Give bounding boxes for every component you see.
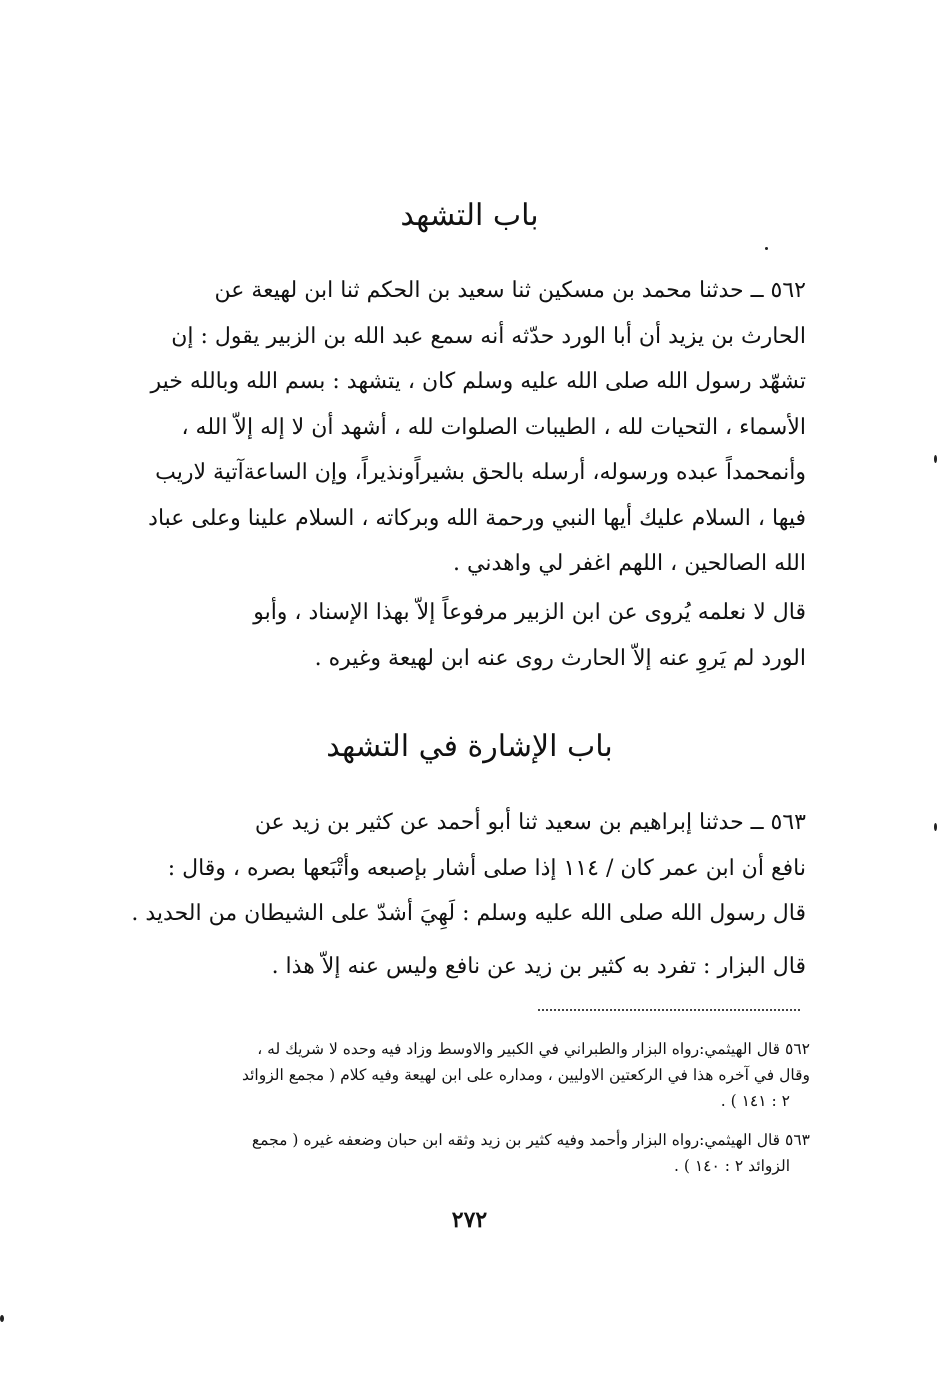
text-line: الحارث بن يزيد أن أبا الورد حدّثه أنه سمع عبد الله بن الزبير يقول : إن	[171, 323, 806, 349]
page-number: ٢٧٢	[451, 1207, 488, 1233]
hadith-562-text	[128, 268, 806, 587]
scan-speck	[0, 1315, 4, 1322]
section-heading-tashahhud: باب التشهد	[400, 198, 539, 233]
footnote-line: ٥٦٣ قال الهيثمي:رواه البزار وأحمد وفيه كثير بن زيد وثقه ابن حبان وضعفه غيره ( مجمع	[251, 1131, 810, 1149]
footnote-line: وقال في آخره هذا في الركعتين الاوليين ، ومداره على ابن لهيعة وفيه كلام ( مجمع الزوائد	[241, 1066, 810, 1084]
text-line: الأسماء ، التحيات لله ، الطيبات الصلوات لله ، أشهد أن لا إله إلاّ الله ،	[181, 414, 806, 440]
footnote-separator	[538, 1009, 800, 1011]
scan-speck	[934, 823, 937, 831]
footnote-563	[132, 1127, 810, 1179]
footnote-line: ٢ : ١٤١ ) .	[720, 1092, 790, 1110]
footnote-line: ٥٦٢ قال الهيثمي:رواه البزار والطبراني في الكبير والاوسط وزاد فيه وحده لا شريك له ،	[257, 1040, 810, 1058]
hadith-562-comment	[128, 590, 806, 681]
scan-speck	[765, 247, 768, 250]
text-line: تشهّد رسول الله صلى الله عليه وسلم كان ، يتشهد : بسم الله وبالله خير	[150, 369, 806, 394]
text-line: وأنمحمداً عبده ورسوله، أرسله بالحق بشيراًونذيراً، وإن الساعةآتية لاريب	[155, 460, 806, 485]
text-line: قال البزار : تفرد به كثير بن زيد عن نافع وليس عنه إلاّ هذا .	[271, 954, 806, 979]
text-line: نافع أن ابن عمر كان / ١١٤ إذا صلى أشار بإصبعه وأتْبَعها بصره ، وقال :	[167, 855, 806, 881]
text-line: قال رسول الله صلى الله عليه وسلم : لَهِيَ أشدّ على الشيطان من الحديد .	[131, 901, 806, 926]
text-line: فيها ، السلام عليك أيها النبي ورحمة الله وبركاته ، السلام علينا وعلى عباد	[148, 505, 806, 531]
footnote-line: الزوائد ٢ : ١٤٠ ) .	[674, 1157, 790, 1175]
text-line: ٥٦٢ ــ حدثنا محمد بن مسكين ثنا سعيد بن الحكم ثنا ابن لهيعة عن	[214, 278, 806, 303]
footnote-562	[132, 1036, 810, 1114]
text-line: الورد لم يَروِ عنه إلاّ الحارث روى عنه ابن لهيعة وغيره .	[314, 645, 806, 671]
hadith-563-text	[128, 800, 806, 937]
text-line: الله الصالحين ، اللهم اغفر لي واهدني .	[453, 551, 806, 576]
text-line: قال لا نعلمه يُروى عن ابن الزبير مرفوعاً إلاّ بهذا الإسناد ، وأبو	[253, 600, 806, 625]
scan-speck	[934, 455, 937, 463]
section-heading-ishara: باب الإشارة في التشهد	[326, 729, 613, 764]
hadith-563-comment	[128, 944, 806, 990]
text-line: ٥٦٣ ــ حدثنا إبراهيم بن سعيد ثنا أبو أحمد عن كثير بن زيد عن	[254, 810, 806, 835]
